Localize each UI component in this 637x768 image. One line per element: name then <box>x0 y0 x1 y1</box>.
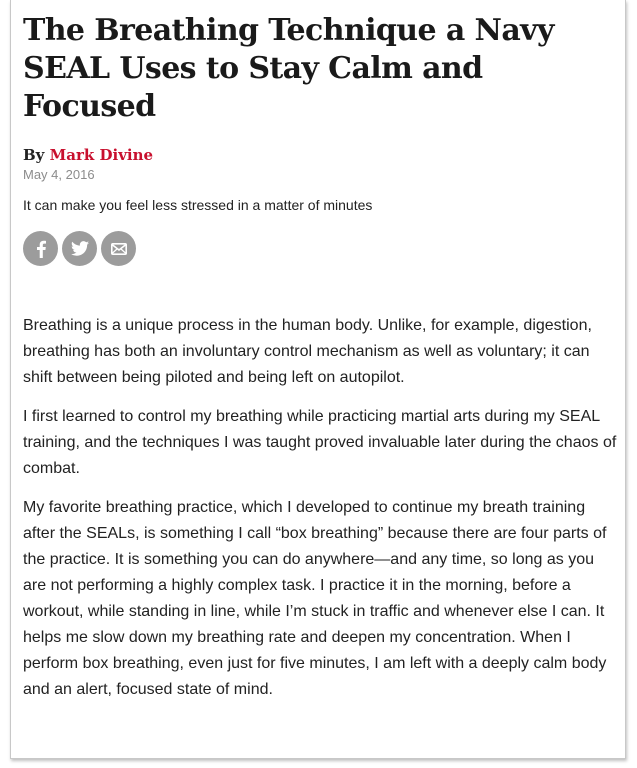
twitter-share-button[interactable] <box>62 231 97 266</box>
email-share-button[interactable] <box>101 231 136 266</box>
byline-prefix: By <box>23 146 45 164</box>
article-frame <box>10 0 626 759</box>
facebook-icon <box>35 240 47 258</box>
body-paragraph: I first learned to control my breathing while practicing martial arts during my SEAL training, and the techniques I was taught proved invaluable later during the chaos of combat. <box>23 408 617 477</box>
twitter-icon <box>71 241 89 256</box>
byline <box>23 146 617 164</box>
share-buttons <box>23 231 617 266</box>
publish-date: May 4, 2016 <box>23 167 95 182</box>
article-content <box>23 0 617 716</box>
facebook-share-button[interactable] <box>23 231 58 266</box>
body-paragraph: Breathing is a unique process in the human body. Unlike, for example, digestion, breathing has both an involuntary control mechanism as well as voluntary; it can shift between being piloted and being left on autopilot. <box>23 317 592 386</box>
author-link[interactable]: Mark Divine <box>49 146 154 164</box>
article-body <box>23 313 617 703</box>
article-dek: It can make you feel less stressed in a matter of minutes <box>23 197 373 213</box>
article-title: The Breathing Technique a Navy SEAL Uses to Stay Calm and Focused <box>23 13 554 124</box>
body-paragraph: My favorite breathing practice, which I developed to continue my breath training after the SEALs, is something I call “box breathing” because there are four parts of the practice. It is something you can do anywhere—and any time, so long as you are not performing a highly complex task. I practice it in the morning, before a workout, while standing in line, while I’m stuck in traffic and whenever else I can. It helps me slow down my breathing rate and deepen my concentration. When I perform box breathing, even just for five minutes, I am left with a deeply calm body and an alert, focused state of mind. <box>23 499 607 698</box>
email-icon <box>111 243 127 255</box>
